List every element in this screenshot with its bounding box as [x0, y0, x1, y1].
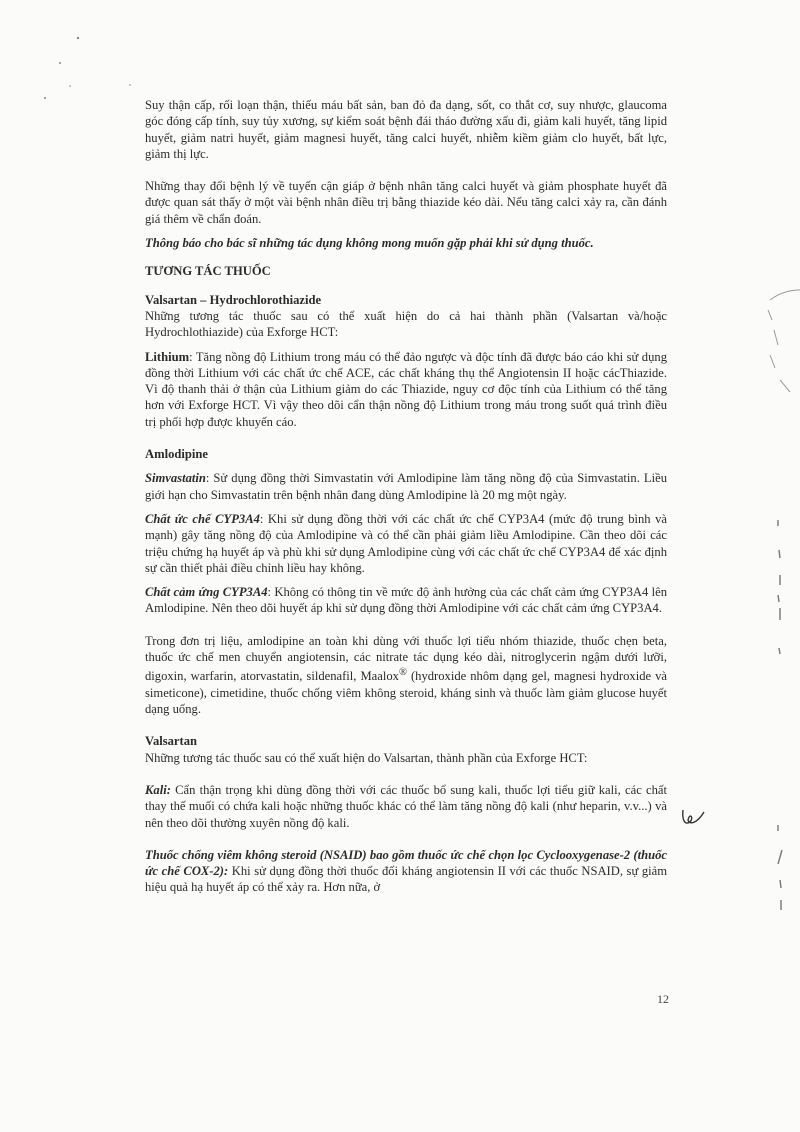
term-kali: Kali: — [145, 782, 171, 797]
stamp-fragment — [768, 290, 800, 392]
monotherapy-text-a: Trong đơn trị liệu, amlodipine an toàn khi dùng với thuốc lợi tiểu nhóm thiazide, thuốc chẹn beta, thuốc ức chế men chuyển angiotensin, các nitrate tác dụng kéo dài, nitroglycerin ngậm dưới lưỡi, digoxin, warfarin, atorvastatin, sildenafil, Maalox — [145, 633, 667, 684]
paragraph-valsartan-intro: Những tương tác thuốc sau có thể xuất hiện do Valsartan, thành phần của Exforge HCT: — [145, 750, 588, 765]
heading-valsartan: Valsartan — [145, 734, 198, 749]
kali-text: Cẩn thận trọng khi dùng đồng thời với các thuốc bổ sung kali, thuốc lợi tiểu giữ kali, các chất thay thế muối có chứa kali hoặc những thuốc khác có thể làm tăng nồng độ kali (như heparin, v.v...) và nên theo dõi thường xuyên nồng độ kali. — [145, 782, 667, 830]
page-number: 12 — [657, 992, 669, 1006]
section-title: TƯƠNG TÁC THUỐC — [145, 264, 271, 279]
paragraph-adverse-effects: Suy thận cấp, rối loạn thận, thiếu máu bất sản, ban đỏ đa dạng, sốt, co thắt cơ, suy nhược, glaucoma góc đóng cấp tính, suy tủy xương, sự kiểm soát bệnh đái tháo đường xấu đi, giảm kali huyết, tăng lipid huyết, giảm natri huyết, giảm magnesi huyết, tăng calci huyết, nhiễm kiềm giảm clo huyết, bất lực, giảm thị lực. — [145, 98, 667, 161]
paragraph-vh-intro: Những tương tác thuốc sau có thể xuất hiện do cả hai thành phần (Valsartan và/hoặc Hydrochlothiazide) của Exforge HCT: — [145, 308, 667, 340]
paragraph-lithium — [145, 349, 667, 430]
term-lithium: Lithium — [145, 349, 190, 364]
heading-valsartan-hct: Valsartan – Hydrochlorothiazide — [145, 292, 322, 307]
paragraph-parathyroid: Những thay đổi bệnh lý về tuyến cận giáp ở bệnh nhân tăng calci huyết và giảm phosphate huyết đã được quan sát thấy ở một vài bệnh nhân điều trị bằng thiazide kéo dài. Nếu tăng calci xảy ra, cần đánh giá thêm về chẩn đoán. — [145, 179, 667, 226]
signature-mark — [683, 810, 704, 823]
paragraph-nsaid — [145, 847, 667, 896]
term-simvastatin: Simvastatin — [145, 471, 206, 486]
paragraph-cyp3a4-inhibitor — [145, 511, 667, 576]
margin-marks — [778, 520, 782, 910]
monotherapy-text-b: (hydroxide nhôm dạng gel, magnesi hydroxide và simeticone), cimetidine, thuốc chống viêm không steroid, kháng sinh và thuốc làm giảm glucose huyết dạng uống. — [145, 669, 668, 717]
paragraph-kali — [145, 782, 667, 831]
document-body — [145, 97, 667, 896]
registered-mark: ® — [398, 667, 407, 679]
cyp3a4-inhibitor-text: : Khi sử dụng đồng thời với các chất ức chế CYP3A4 (mức độ trung bình và mạnh) gây tăng nồng độ của Amlodipine và có thể cần phải giảm liều Amlodipine. Cần theo dõi các triệu chứng hạ huyết áp và phù khi sử dụng Amlodipine cùng với các chất ức chế CYP3A4 để xác định sự cần thiết phải điều chỉnh liều hay không. — [145, 511, 667, 575]
nsaid-text: Khi sử dụng đồng thời thuốc đối kháng angiotensin II với các thuốc NSAID, sự giảm hiệu quả hạ huyết áp có thể xảy ra. Hơn nữa, ở — [145, 864, 667, 895]
cyp3a4-inducer-text: : Không có thông tin về mức độ ảnh hưởng của các chất cảm ứng CYP3A4 lên Amlodipine. Nên theo dõi huyết áp khi sử dụng đồng thời Amlodipine với các chất cảm ứng CYP3A4. — [145, 585, 668, 616]
lithium-text: : Tăng nồng độ Lithium trong máu có thể đảo ngược và độc tính đã được báo cáo khi sử dụng đồng thời Lithium với các chất ức chế ACE, các chất kháng thụ thể Angiotensin II hoặc cácThiazide. Vì độ thanh thải ở thận của Lithium giảm do các Thiazide, nguy cơ độc tính của Lithium có thể tăng hơn với Exforge HCT. Vì vậy theo dõi cẩn thận nồng độ Lithium trong máu trong suốt quá trình điều trị phối hợp được khuyến cáo. — [145, 349, 667, 429]
term-cyp3a4-inducer: Chất cảm ứng CYP3A4 — [145, 585, 268, 600]
simvastatin-text: : Sử dụng đồng thời Simvastatin với Amlodipine làm tăng nồng độ của Simvastatin. Liều giới hạn cho Simvastatin trên bệnh nhân đang dùng Amlodipine là 20 mg một ngày. — [145, 471, 667, 502]
paragraph-monotherapy — [145, 633, 667, 718]
term-cyp3a4-inhibitor: Chất ức chế CYP3A4 — [145, 511, 260, 526]
heading-amlodipine: Amlodipine — [145, 447, 208, 462]
paragraph-cyp3a4-inducer — [145, 584, 667, 617]
term-nsaid: Thuốc chống viêm không steroid (NSAID) bao gồm thuốc ức chế chọn lọc Cyclooxygenase-2 (thuốc ức chế COX-2): — [145, 847, 667, 879]
paragraph-simvastatin — [145, 470, 667, 503]
notice-report-to-doctor: Thông báo cho bác sĩ những tác dụng không mong muốn gặp phải khi sử dụng thuốc. — [145, 236, 594, 251]
